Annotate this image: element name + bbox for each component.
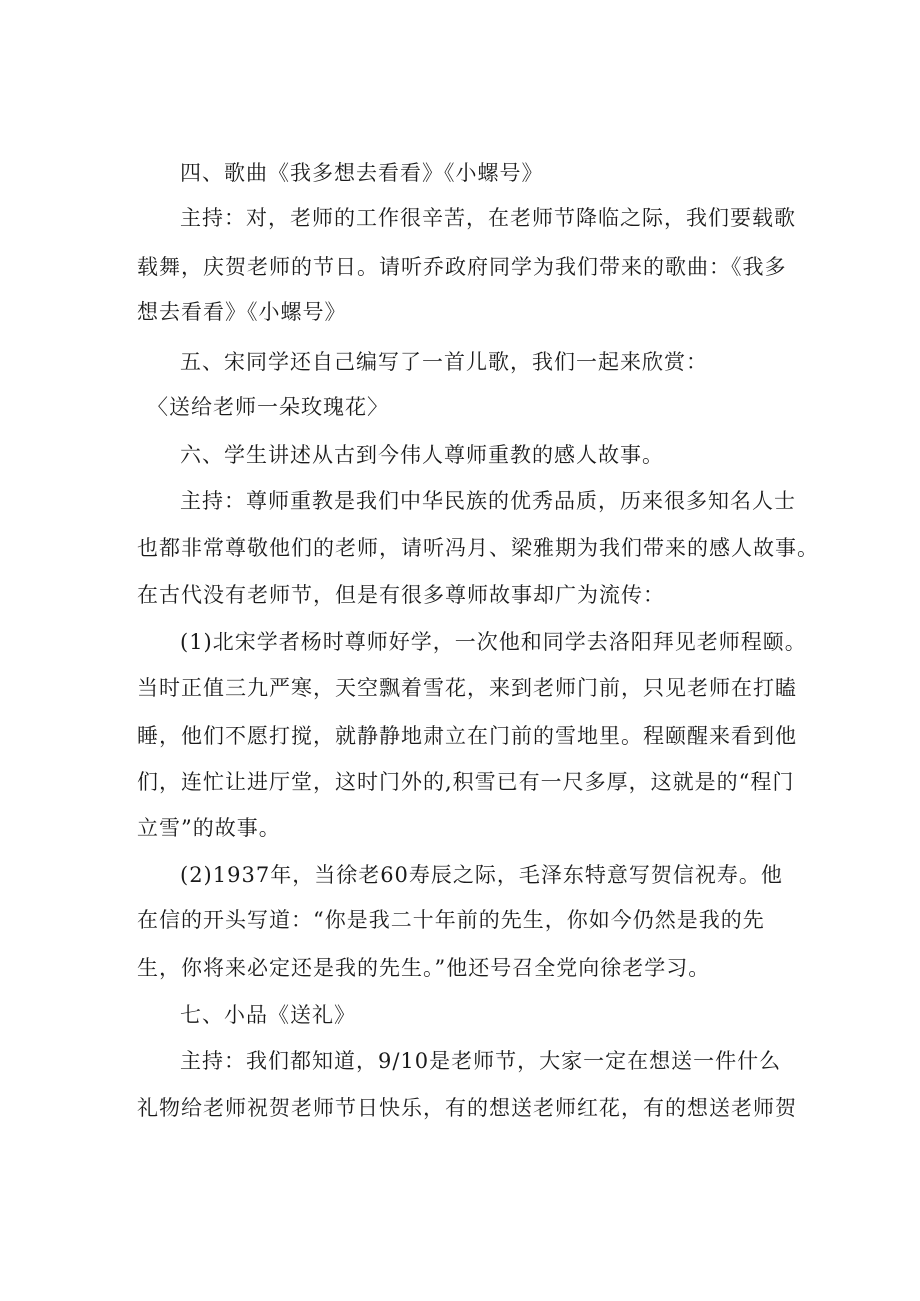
story-line: (1)北宋学者杨时尊师好学，一次他和同学去洛阳拜见老师程颐。 <box>180 630 807 654</box>
story-line: 生，你将来必定还是我的先生。”他还号召全党向徐老学习。 <box>137 956 711 980</box>
paragraph-line: 主持：我们都知道，9/10是老师节，大家一定在想送一件什么 <box>180 1049 782 1073</box>
story-line: 睡，他们不愿打搅，就静静地肃立在门前的雪地里。程颐醒来看到他 <box>137 724 797 748</box>
story-line: 当时正值三九严寒，天空飘着雪花，来到老师门前，只见老师在打瞌 <box>137 676 797 700</box>
paragraph-line: 主持：尊师重教是我们中华民族的优秀品质，历来很多知名人士 <box>180 489 796 513</box>
paragraph-line: 也都非常尊敬他们的老师，请听冯月、梁雅期为我们带来的感人故事。 <box>137 536 819 560</box>
story-line: 在信的开头写道：“你是我二十年前的先生，你如今仍然是我的先 <box>137 908 765 932</box>
paragraph-line: 想去看看》《小螺号》 <box>137 300 347 324</box>
paragraph-line: 载舞，庆贺老师的节日。请听乔政府同学为我们带来的歌曲：《我多 <box>137 255 787 279</box>
story-line: 立雪”的故事。 <box>137 816 281 840</box>
story-line: 们，连忙让进厅堂，这时门外的,积雪已有一尺多厚，这就是的“程门 <box>137 770 795 794</box>
section-heading-skit: 七、小品《送礼》 <box>180 1003 356 1027</box>
paragraph-line: 礼物给老师祝贺老师节日快乐，有的想送老师红花，有的想送老师贺 <box>137 1096 797 1120</box>
paragraph-line: 在古代没有老师节，但是有很多尊师故事却广为流传： <box>137 583 665 607</box>
story-line: (2)1937年，当徐老60寿辰之际，毛泽东特意写贺信祝寿。他 <box>180 863 783 887</box>
section-heading-song: 四、歌曲《我多想去看看》《小螺号》 <box>180 161 544 185</box>
paragraph-line: 主持：对，老师的工作很辛苦，在老师节降临之际，我们要载歌 <box>180 206 796 230</box>
poem-title: 〈送给老师一朵玫瑰花〉 <box>147 395 389 419</box>
section-heading-poem: 五、宋同学还自己编写了一首儿歌，我们一起来欣赏： <box>180 350 708 374</box>
section-heading-stories: 六、学生讲述从古到今伟人尊师重教的感人故事。 <box>180 443 664 467</box>
